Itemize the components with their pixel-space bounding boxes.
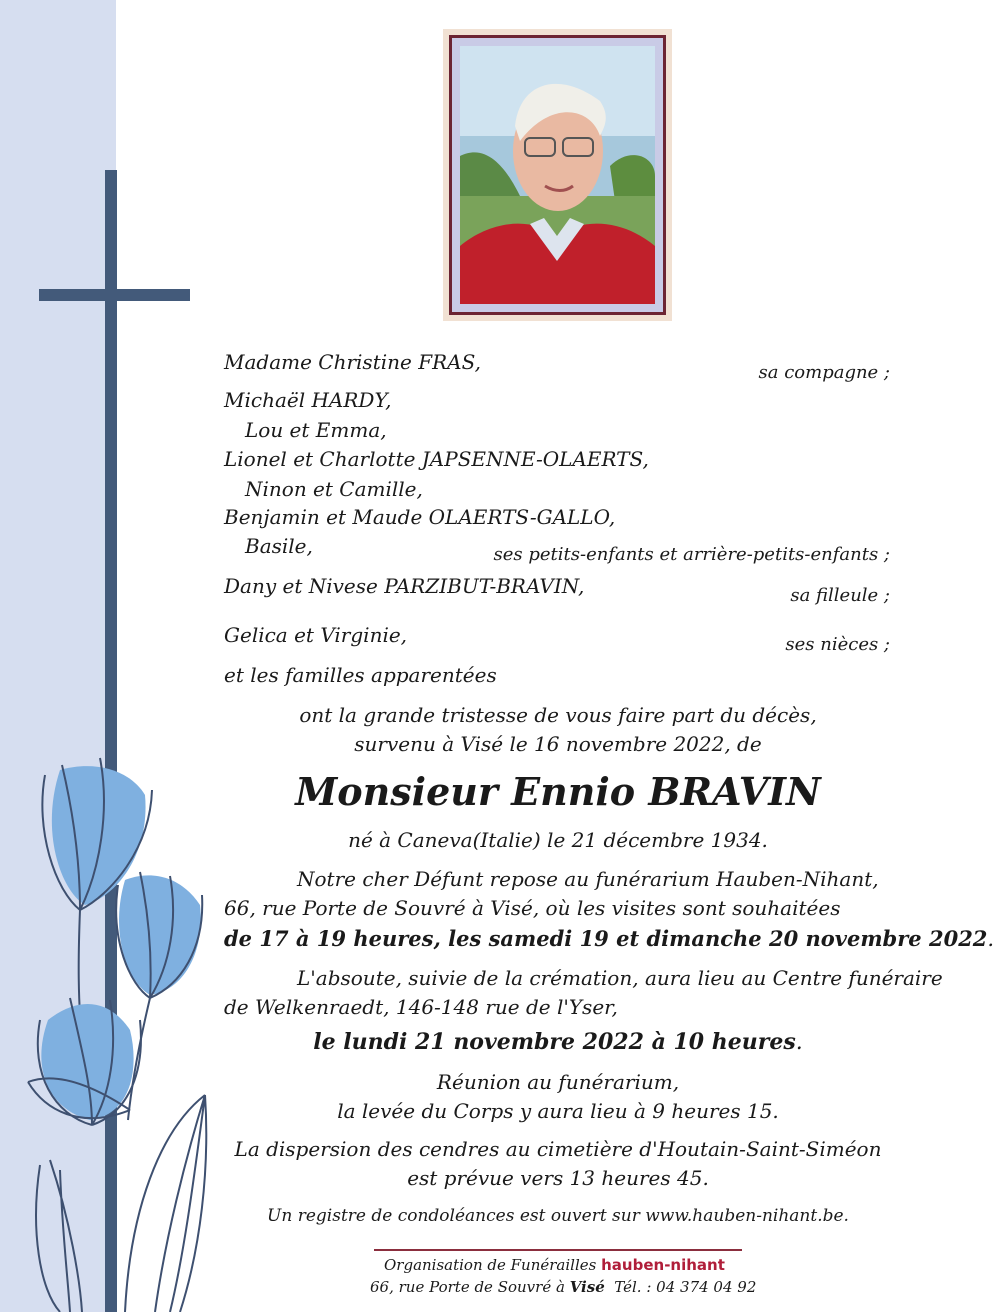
visitation-line: Notre cher Défunt repose au funérarium Hauben-Nihant, [297, 867, 879, 891]
family-name: Madame Christine FRAS, [224, 350, 481, 374]
portrait-frame [443, 29, 672, 321]
footer-org: Organisation de Funérailles hauben-nihant [384, 1256, 725, 1274]
announcement-line: survenu à Visé le 16 novembre 2022, de [354, 732, 762, 756]
footer-divider [374, 1249, 742, 1251]
family-name: et les familles apparentées [224, 663, 497, 687]
ceremony-date: le lundi 21 novembre 2022 à 10 heures. [313, 1029, 803, 1055]
family-relation: ses petits-enfants et arrière-petits-enfants ; [493, 544, 890, 565]
family-name: Basile, [245, 534, 313, 558]
birth-info: né à Caneva(Italie) le 21 décembre 1934. [348, 828, 768, 852]
family-name: Dany et Nivese PARZIBUT-BRAVIN, [224, 574, 585, 598]
visitation-hours: de 17 à 19 heures, les samedi 19 et dimanche 20 novembre 2022. [224, 926, 994, 951]
family-name: Lou et Emma, [245, 418, 387, 442]
announcement-line: ont la grande tristesse de vous faire part du décès, [299, 703, 817, 727]
gathering-line: Réunion au funérarium, [436, 1070, 680, 1094]
footer-address: 66, rue Porte de Souvré à Visé Tél. : 04 374 04 92 [370, 1278, 757, 1296]
brand-logo: hauben-nihant [601, 1256, 725, 1274]
dispersion-line: est prévue vers 13 heures 45. [407, 1166, 709, 1190]
registry-note: Un registre de condoléances est ouvert sur www.hauben-nihant.be. [267, 1206, 849, 1226]
gathering-line: la levée du Corps y aura lieu à 9 heures 15. [337, 1099, 779, 1123]
ceremony-line: L'absoute, suivie de la crémation, aura lieu au Centre funéraire [297, 966, 943, 990]
deceased-name: Monsieur Ennio BRAVIN [295, 769, 821, 814]
tulip-flowers-illustration [28, 758, 206, 1312]
family-name: Benjamin et Maude OLAERTS-GALLO, [224, 505, 616, 529]
dispersion-line: La dispersion des cendres au cimetière d'Houtain-Saint-Siméon [234, 1137, 882, 1161]
family-relation: ses nièces ; [785, 634, 890, 655]
family-relation: sa compagne ; [758, 362, 890, 383]
portrait-photo [460, 46, 655, 304]
family-name: Michaël HARDY, [224, 388, 392, 412]
ceremony-line: de Welkenraedt, 146-148 rue de l'Yser, [224, 995, 618, 1019]
family-relation: sa filleule ; [790, 585, 890, 606]
visitation-line: 66, rue Porte de Souvré à Visé, où les visites sont souhaitées [224, 896, 841, 920]
family-name: Lionel et Charlotte JAPSENNE-OLAERTS, [224, 447, 649, 471]
family-name: Gelica et Virginie, [224, 623, 408, 647]
family-name: Ninon et Camille, [245, 477, 423, 501]
